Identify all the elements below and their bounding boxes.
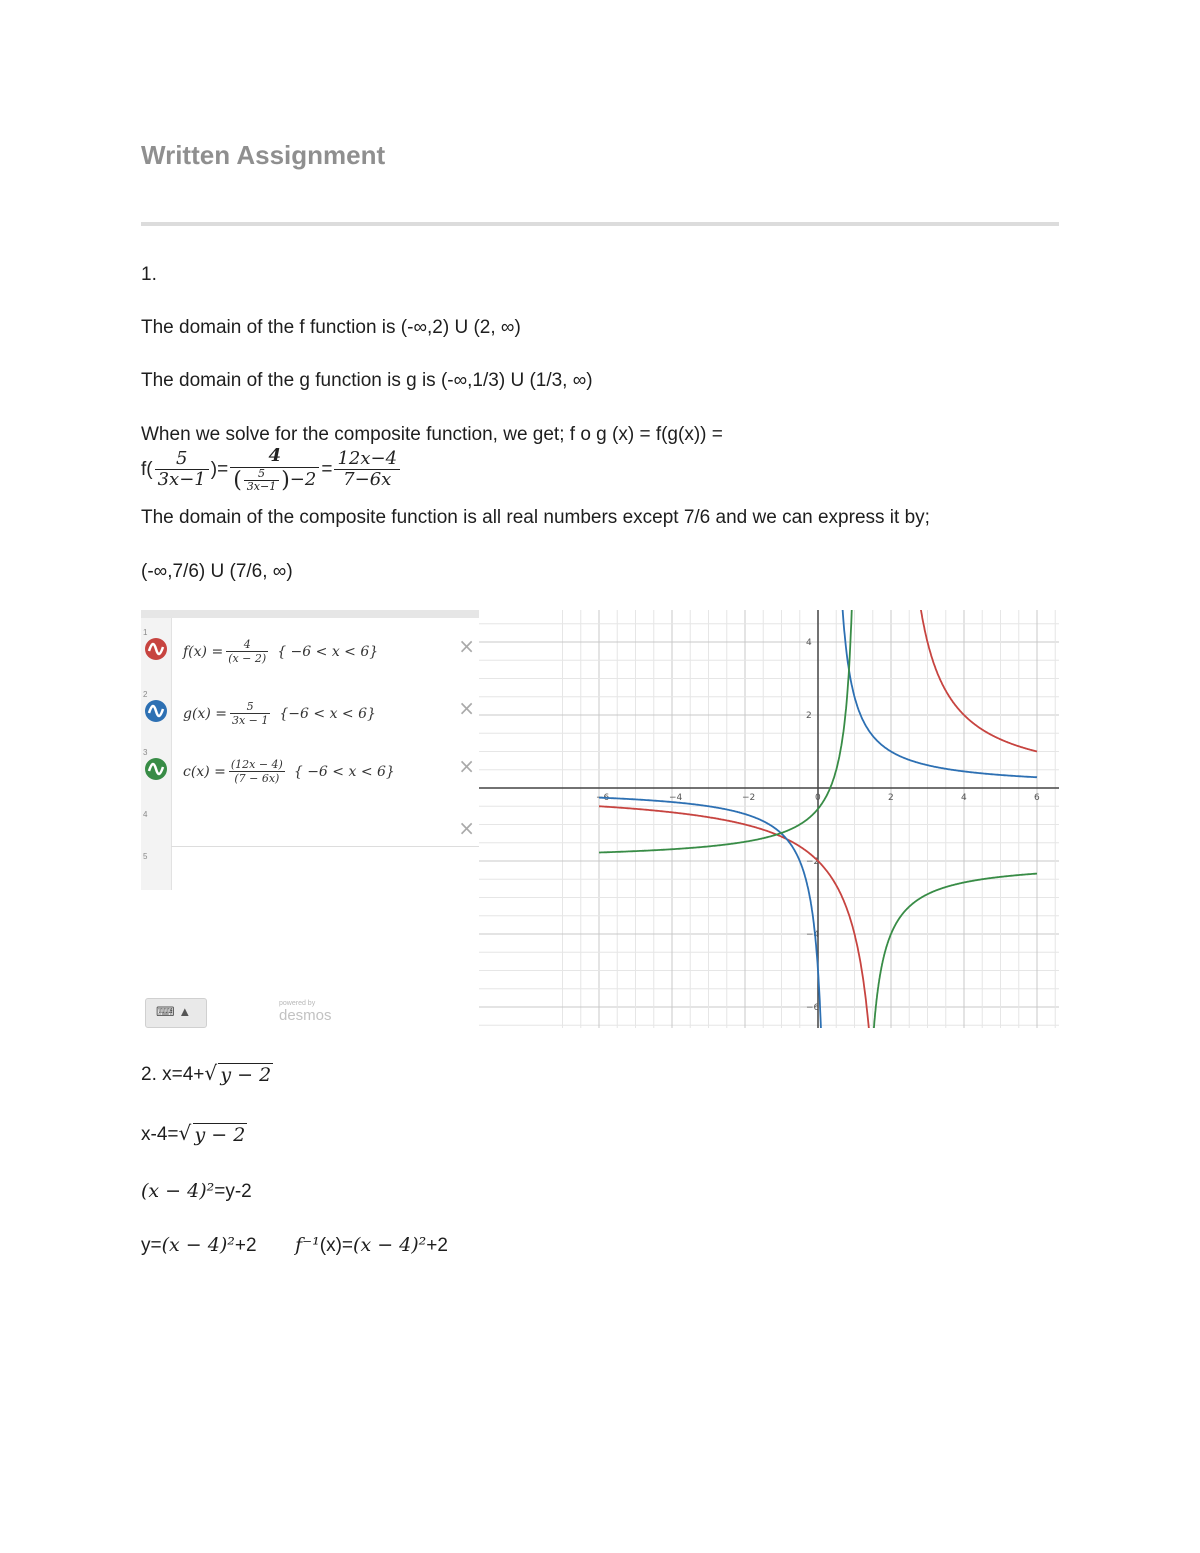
g-curve-right-branch <box>841 610 1038 777</box>
expression-index: 3 <box>143 748 148 757</box>
expression-index: 2 <box>143 690 148 699</box>
keyboard-icon: ⌨ ▲ <box>156 1004 192 1019</box>
wave-icon[interactable] <box>145 700 167 722</box>
expression-index: 4 <box>143 810 148 819</box>
nested-numerator: 5 <box>244 468 279 482</box>
domain-g-text: The domain of the g function is g is (-∞,1/3) U (1/3, ∞) <box>141 370 593 391</box>
x-tick-label: 6 <box>1034 793 1040 803</box>
x-tick-label: 4 <box>961 793 967 803</box>
close-icon[interactable]: × <box>458 754 475 778</box>
q2-line-3-rest: =y-2 <box>214 1181 252 1202</box>
y-tick-label: 2 <box>806 711 812 721</box>
final-fraction <box>334 449 400 491</box>
x-tick-label: 0 <box>815 793 821 803</box>
q2-inverse-math: (x − 4)² <box>353 1234 427 1256</box>
nested-fraction <box>244 468 279 494</box>
q2-line-2-radicand: y − 2 <box>194 1124 246 1146</box>
expression-c-name: c(x) = <box>183 763 226 780</box>
x-tick-label: −4 <box>669 793 683 803</box>
expression-f[interactable] <box>183 638 378 665</box>
q2-inverse-symbol: f⁻¹ <box>295 1234 320 1256</box>
expression-c-restriction: { −6 < x < 6} <box>293 763 395 780</box>
q2-line-1-prefix: 2. x=4+ <box>141 1063 205 1085</box>
expression-c-num: (12x − 4) <box>230 758 283 771</box>
expression-g[interactable] <box>183 700 376 727</box>
q2-line-1-sqrt <box>204 1063 273 1086</box>
inner-numerator: 5 <box>155 449 209 471</box>
expression-f-restriction: { −6 < x < 6} <box>277 643 379 660</box>
wave-icon[interactable] <box>145 638 167 660</box>
expression-f-fraction <box>226 638 268 665</box>
composite-equation <box>141 446 402 494</box>
powered-by-text: powered by <box>279 1000 316 1007</box>
q2-line-1-radicand: y − 2 <box>220 1064 272 1086</box>
desmos-expression-panel <box>141 610 479 1028</box>
expression-f-num: 4 <box>226 638 268 652</box>
q2-line-2-prefix: x-4= <box>141 1123 179 1145</box>
g-curve-left-branch <box>599 798 822 1028</box>
desmos-logo: desmos <box>279 1007 332 1024</box>
page-title: Written Assignment <box>141 140 386 170</box>
y-tick-label: −2 <box>806 857 820 867</box>
keyboard-toggle-button[interactable] <box>145 998 207 1028</box>
expression-g-den: 3x − 1 <box>231 714 269 727</box>
middle-denominator: ( $\frac{5}{3x-1}$ ) −2 <box>233 466 317 494</box>
q2-line-2-sqrt <box>179 1123 248 1146</box>
inner-fraction <box>155 449 209 491</box>
q2-line-1 <box>141 1063 273 1086</box>
q2-inverse-arg: (x)= <box>319 1235 354 1256</box>
q2-line-4-suffix: +2 <box>234 1235 257 1256</box>
close-icon[interactable]: × <box>458 696 475 720</box>
y-tick-label: 4 <box>806 638 812 648</box>
expression-c[interactable] <box>183 758 395 785</box>
domain-composite-interval: (-∞,7/6) U (7/6, ∞) <box>141 561 293 582</box>
composite-intro-text: When we solve for the composite function, we get; f o g (x) = f(g(x)) = <box>141 424 723 445</box>
expression-index: 5 <box>143 852 148 861</box>
panel-divider <box>171 846 479 847</box>
composite-close-eq: )= <box>210 458 229 480</box>
final-numerator: 12x−4 <box>334 449 400 471</box>
inner-denominator: 3x−1 <box>157 469 206 491</box>
x-tick-label: 2 <box>888 793 894 803</box>
y-tick-label: −4 <box>806 930 820 940</box>
expression-row-f[interactable] <box>141 624 479 684</box>
expression-c-fraction <box>229 758 285 785</box>
c-curve-left-branch <box>599 610 853 853</box>
middle-denominator-tail: −2 <box>289 469 317 491</box>
q2-line-3-math: (x − 4)² <box>141 1180 215 1202</box>
expression-g-restriction: {−6 < x < 6} <box>279 705 376 722</box>
expression-g-num: 5 <box>230 700 270 714</box>
expression-c-den: (7 − 6x) <box>234 772 280 785</box>
x-tick-label: −2 <box>742 793 756 803</box>
sqrt-icon: √ <box>204 1061 218 1085</box>
q2-line-4-math: (x − 4)² <box>161 1234 235 1256</box>
sqrt-icon: √ <box>178 1121 192 1145</box>
domain-composite-text: The domain of the composite function is all real numbers except 7/6 and we can express it by; <box>141 507 930 528</box>
panel-top-bar <box>141 610 479 618</box>
wave-icon[interactable] <box>145 758 167 780</box>
q2-line-2 <box>141 1123 247 1146</box>
domain-f-text: The domain of the f function is (-∞,2) U (2, ∞) <box>141 317 521 338</box>
c-curve-right-branch <box>872 874 1037 1028</box>
expression-g-fraction <box>230 700 270 727</box>
close-icon[interactable]: × <box>458 634 475 658</box>
title-divider <box>141 222 1059 226</box>
expression-row-c[interactable] <box>141 744 479 804</box>
expression-f-name: f(x) = <box>183 643 224 660</box>
q2-line-4-prefix: y= <box>141 1235 162 1256</box>
q2-inverse-suffix: +2 <box>426 1235 448 1256</box>
final-denominator: 7−6x <box>343 469 392 491</box>
x-tick-label: −6 <box>596 793 610 803</box>
close-icon[interactable]: × <box>458 816 475 840</box>
expression-f-den: (x − 2) <box>228 652 267 665</box>
composite-eq: = <box>321 458 333 480</box>
expression-row-empty[interactable] <box>141 806 479 866</box>
question-1-number: 1. <box>141 264 157 285</box>
middle-fraction <box>230 446 319 494</box>
desmos-graph[interactable] <box>479 610 1059 1028</box>
expression-g-name: g(x) = <box>183 705 227 722</box>
expression-index: 1 <box>143 628 148 637</box>
middle-numerator: 4 <box>230 446 319 468</box>
q2-line-4 <box>141 1234 448 1257</box>
nested-denominator: 3x−1 <box>246 480 277 494</box>
q2-line-3 <box>141 1180 252 1203</box>
expression-row-g[interactable] <box>141 686 479 746</box>
f-curve-left-branch <box>599 806 872 1028</box>
composite-f-open: f( <box>141 458 153 480</box>
y-tick-label: −6 <box>806 1003 820 1013</box>
